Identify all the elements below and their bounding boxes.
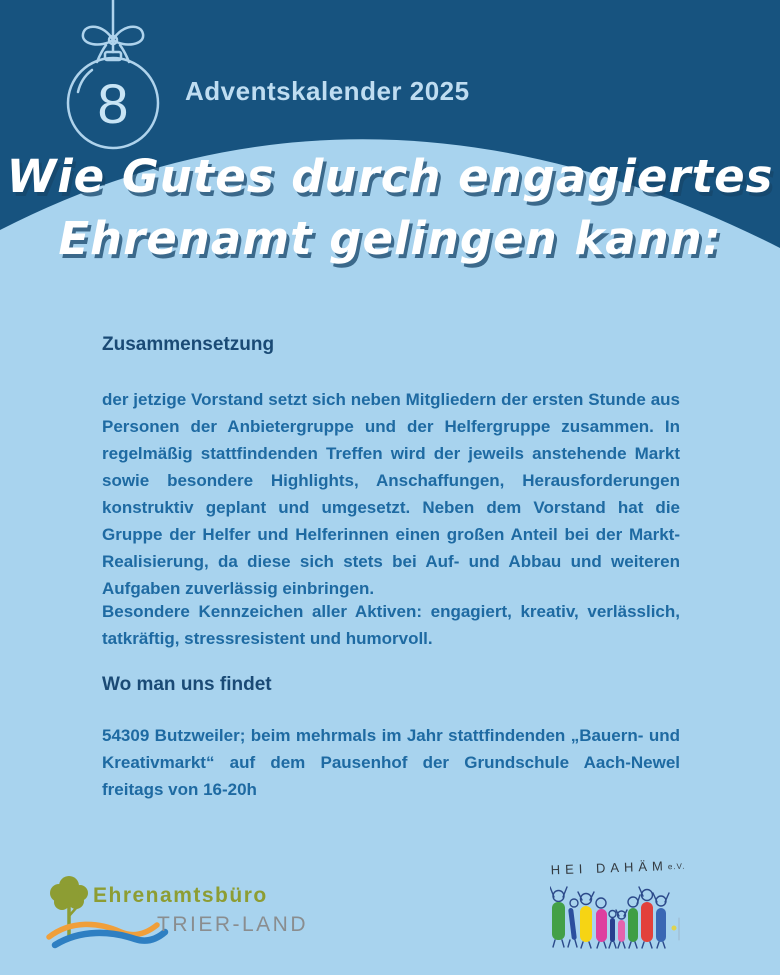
composition-heading: Zusammensetzung [102, 334, 275, 355]
hei-daham-logo-title: HEI DAHÄMe.V. [550, 858, 686, 878]
christmas-bauble-icon [58, 0, 168, 152]
headline [0, 146, 780, 270]
headline-line1: Wie Gutes durch engagiertes [6, 150, 774, 203]
hei-daham-logo-suffix: e.V. [667, 861, 686, 872]
headline-line2: Ehrenamt gelingen kann: [58, 212, 722, 265]
composition-paragraph-1: der jetzige Vorstand setzt sich neben Mitgliedern der ersten Stunde aus Personen der Anbietergruppe und der Helfergruppe zusammen. In regelmäßig stattfindenden Treffen wird der jeweils anstehende Markt sowie besondere Highlights, Anschaffungen, Herausforderungen konstruktiv geplant und umgesetzt. Neben dem Vorstand hat die Gruppe der Helfer und Helferinnen einen großen Anteil bei der Markt- Realisierung, da diese sich stets bei Auf- und Abbau und weiteren Aufgaben zuverlässig einbringen. [102, 390, 680, 598]
composition-paragraph-2: Besondere Kennzeichen aller Aktiven: engagiert, kreativ, verlässlich, tatkräftig, stressresistent und humorvoll. [102, 602, 680, 648]
location-heading: Wo man uns findet [102, 674, 272, 695]
ehrenamtsbuero-logo-title: Ehrenamtsbüro [93, 884, 268, 907]
ehrenamtsbuero-logo-subtitle: TRIER-LAND [157, 913, 309, 936]
location-paragraph: 54309 Butzweiler; beim mehrmals im Jahr stattfindenden „Bauern- und Kreativmarkt“ auf dem Pausenhof der Grundschule Aach-Newel freitags von 16-20h [102, 726, 680, 799]
people-figures-icon [550, 882, 685, 950]
calendar-title: Adventskalender 2025 [185, 76, 470, 106]
ehrenamtsbuero-logo [35, 872, 309, 957]
day-number: 8 [97, 72, 129, 135]
hei-daham-logo [548, 852, 698, 957]
blue-wave-icon [55, 932, 165, 945]
